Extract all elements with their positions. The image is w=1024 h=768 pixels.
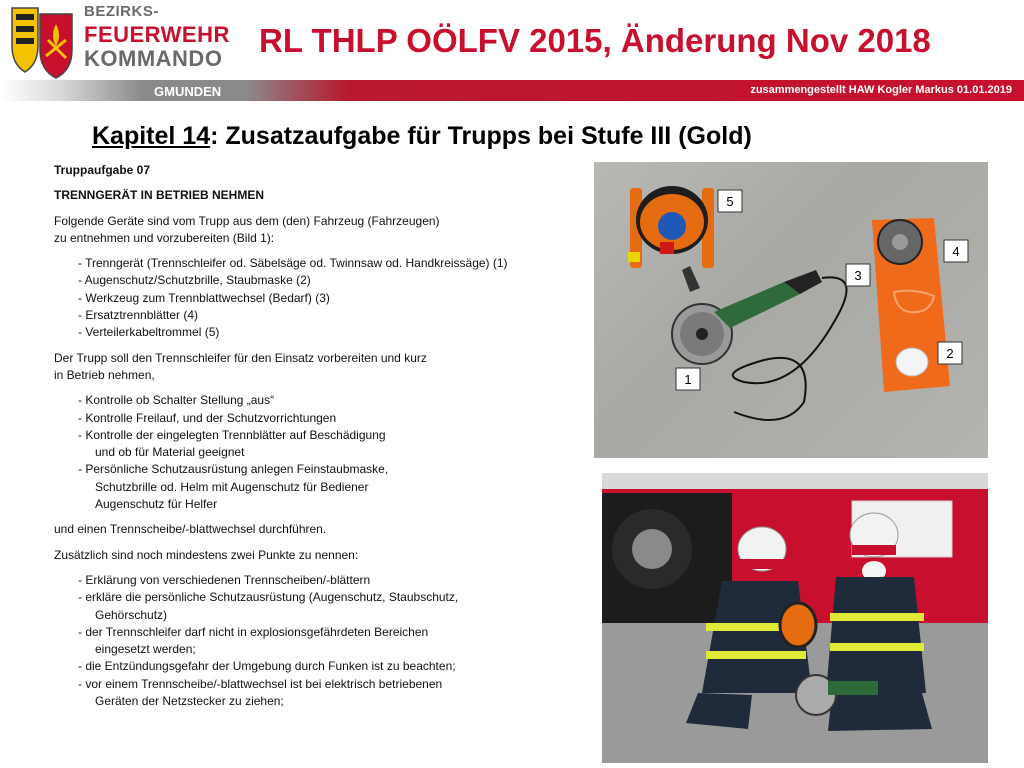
prep-line: Der Trupp soll den Trennschleifer für den Einsatz vorbereiten und kurz — [54, 350, 427, 365]
point-item: - vor einem Trennscheibe/-blattwechsel ist bei elektrisch betriebenen — [78, 676, 443, 691]
check-item-continued: und ob für Material geeignet — [95, 445, 245, 460]
page-title: RL THLP OÖLFV 2015, Änderung Nov 2018 — [259, 22, 931, 59]
task-number: Truppaufgabe 07 — [54, 163, 151, 177]
firefighters-illustration — [602, 473, 988, 763]
label-1: 1 — [684, 372, 692, 387]
point-item: - erkläre die persönliche Schutzausrüstung (Augenschutz, Staubschutz, — [78, 590, 459, 605]
point-item: - die Entzündungsgefahr der Umgebung durch Funken ist zu beachten; — [78, 659, 456, 674]
intro-line: zu entnehmen und vorzubereiten (Bild 1): — [54, 230, 275, 245]
point-item-continued: eingesetzt werden; — [95, 642, 196, 657]
check-item-continued: Schutzbrille od. Helm mit Augenschutz für Bediener — [95, 479, 369, 494]
logo-district: GMUNDEN — [154, 84, 222, 99]
chapter-heading — [92, 122, 752, 151]
point-item-continued: Gehörschutz) — [95, 607, 168, 622]
equipment-photo — [594, 162, 988, 458]
logo-line-3: KOMMANDO — [84, 46, 223, 71]
check-item: - Kontrolle der eingelegten Trennblätter auf Beschädigung — [78, 427, 386, 442]
check-item: - Persönliche Schutzausrüstung anlegen Feinstaubmaske, — [78, 462, 389, 477]
firefighters-photo — [602, 473, 988, 763]
equipment-item: - Augenschutz/Schutzbrille, Staubmaske (2) — [78, 273, 311, 288]
equipment-item: - Ersatztrennblätter (4) — [78, 308, 199, 323]
task-heading: TRENNGERÄT IN BETRIEB NEHMEN — [54, 188, 265, 203]
label-4: 4 — [952, 244, 960, 259]
label-3: 3 — [854, 268, 862, 283]
logo-line-2: FEUERWEHR — [84, 22, 230, 47]
check-item-continued: Augenschutz für Helfer — [95, 497, 218, 512]
point-item-continued: Geräten der Netzstecker zu ziehen; — [95, 694, 284, 709]
additional-line: Zusätzlich sind noch mindestens zwei Punkte zu nennen: — [54, 547, 359, 562]
check-item: - Kontrolle Freilauf, und der Schutzvorrichtungen — [78, 410, 337, 425]
angle-grinder-icon — [672, 266, 847, 420]
compiled-by: zusammengestellt HAW Kogler Markus 01.01.2019 — [750, 84, 1012, 96]
cable-reel-icon — [628, 186, 714, 268]
chapter-title: : Zusatzaufgabe für Trupps bei Stufe III (Gold) — [210, 122, 752, 150]
label-2: 2 — [946, 346, 954, 361]
point-item: - Erklärung von verschiedenen Trennscheiben/-blättern — [78, 572, 371, 587]
equipment-item: - Trenngerät (Trennschleifer od. Säbelsäge od. Twinnsaw od. Handkreissäge) (1) — [78, 256, 508, 271]
fire-brigade-crest-icon — [10, 6, 74, 80]
check-item: - Kontrolle ob Schalter Stellung „aus“ — [78, 393, 275, 408]
equipment-item: - Verteilerkabeltrommel (5) — [78, 325, 220, 340]
label-5: 5 — [726, 194, 734, 209]
change-line: und einen Trennscheibe/-blattwechsel durchführen. — [54, 522, 327, 537]
prep-line: in Betrieb nehmen, — [54, 367, 155, 382]
point-item: - der Trennschleifer darf nicht in explosionsgefährdeten Bereichen — [78, 624, 429, 639]
logo-line-1: BEZIRKS- — [84, 3, 159, 20]
equipment-item: - Werkzeug zum Trennblattwechsel (Bedarf) (3) — [78, 290, 330, 305]
equipment-board-icon — [872, 218, 950, 392]
chapter-number: Kapitel 14 — [92, 122, 211, 150]
equipment-illustration — [594, 162, 988, 458]
intro-line: Folgende Geräte sind vom Trupp aus dem (den) Fahrzeug (Fahrzeugen) — [54, 213, 440, 228]
task-document — [54, 162, 584, 710]
